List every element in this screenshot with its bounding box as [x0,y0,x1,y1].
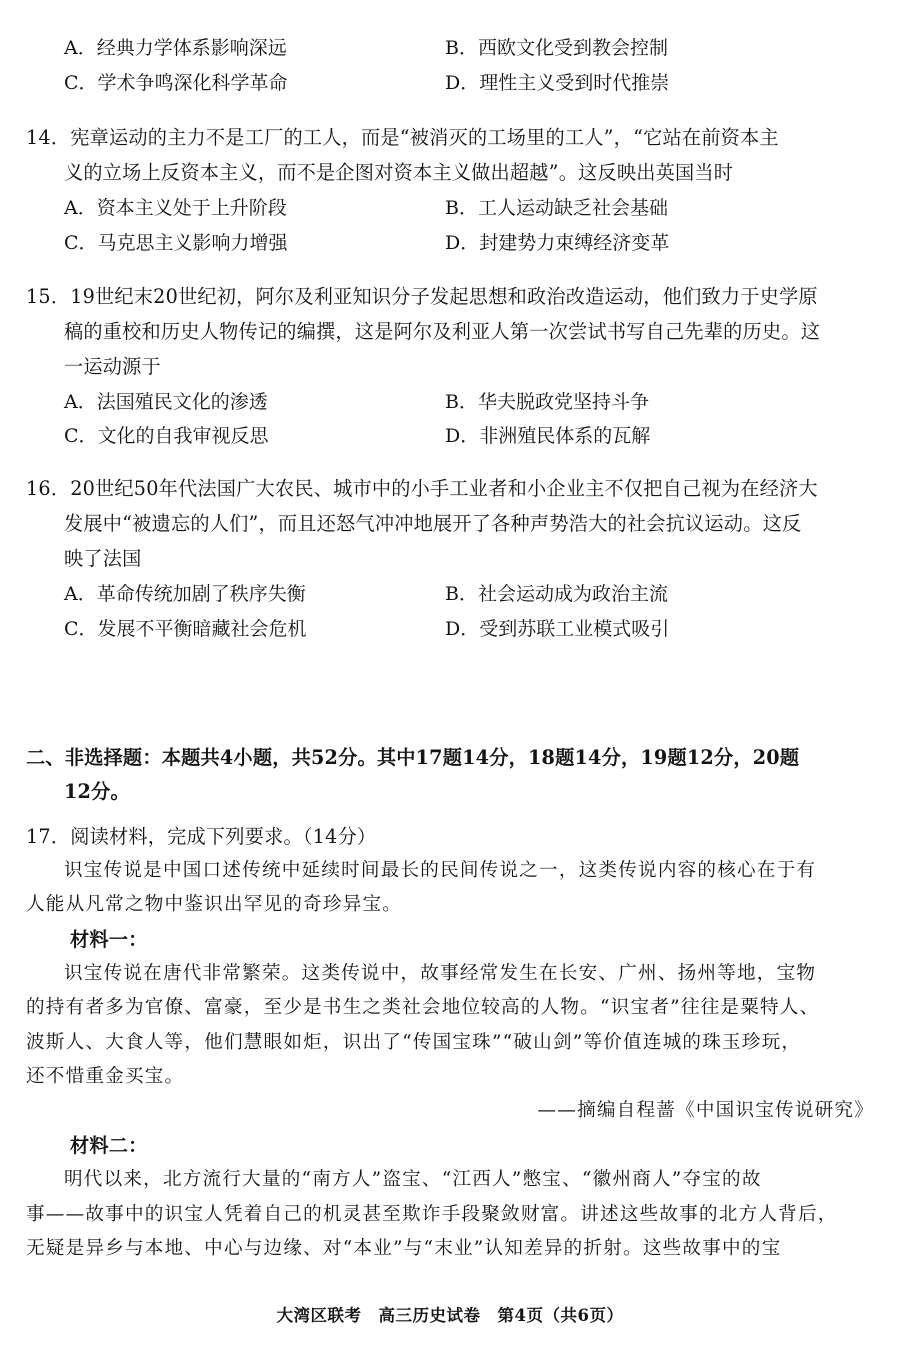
material-1-line-3: 波斯人、大食人等，他们慧眼如炬，识出了“传国宝珠”“破山剑”等价值连城的珠玉珍玩， [26,1032,802,1053]
q15-stem-line-3: 一运动源于 [64,355,161,378]
q14-option-a: A．资本主义处于上升阶段 [64,197,287,219]
material-1-line-2: 的持有者多为官僚、富豪，至少是书生之类社会地位较高的人物。“识宝者”往往是粟特人、 [26,997,820,1018]
material-1-line-1: 识宝传说在唐代非常繁荣。这类传说中，故事经常发生在长安、广州、扬州等地，宝物 [64,963,817,984]
q15-stem-line-2: 稿的重校和历史人物传记的编撰，这是阿尔及利亚人第一次尝试书写自己先辈的历史。这 [64,320,821,343]
q14-stem-line-1: 14．宪章运动的主力不是工厂的工人，而是“被消灭的工场里的工人”，“它站在前资本主 [26,126,779,149]
q13-option-b: B．西欧文化受到教会控制 [445,37,668,59]
q13-option-c: C．学术争鸣深化科学革命 [64,72,288,94]
section-heading-line-2: 12分。 [64,780,130,803]
q13-option-a: A．经典力学体系影响深远 [64,37,287,59]
q16-stem-line-1: 16．20世纪50年代法国广大农民、城市中的小手工业者和小企业主不仅把自己视为在经济大 [26,477,818,500]
section-heading-line-1: 二、非选择题：本题共4小题，共52分。其中17题14分，18题14分，19题12分，20题 [26,746,800,769]
material-2-line-3: 无疑是异乡与本地、中心与边缘、对“本业”与“末业”认知差异的折射。这些故事中的宝 [26,1238,782,1259]
q15-option-c: C．文化的自我审视反思 [64,425,269,447]
q14-stem-line-2: 义的立场上反资本主义，而不是企图对资本主义做出超越”。这反映出英国当时 [64,161,734,184]
q13-option-d: D．理性主义受到时代推崇 [445,72,670,94]
q14-option-b: B．工人运动缺乏社会基础 [445,197,668,219]
q16-stem-line-3: 映了法国 [64,547,142,570]
page-footer: 大湾区联考 高三历史试卷 第4页（共6页） [276,1306,624,1325]
q14-option-d: D．封建势力束缚经济变革 [445,232,670,254]
q17-intro-line-1: 识宝传说是中国口述传统中延续时间最长的民间传说之一，这类传说内容的核心在于有 [64,860,817,881]
material-2-line-2: 事——故事中的识宝人凭着自己的机灵甚至欺诈手段聚敛财富。讲述这些故事的北方人背后， [26,1204,838,1225]
q16-option-c: C．发展不平衡暗藏社会危机 [64,618,307,640]
q15-option-d: D．非洲殖民体系的瓦解 [445,425,651,447]
material-1-line-4: 还不惜重金买宝。 [26,1066,185,1087]
q15-option-b: B．华夫脱政党坚持斗争 [445,391,649,413]
q16-option-b: B．社会运动成为政治主流 [445,583,668,605]
material-2-label: 材料二： [70,1134,148,1157]
q17-intro-line-2: 人能从凡常之物中鉴识出罕见的奇珍异宝。 [26,894,403,915]
material-2-line-1: 明代以来，北方流行大量的“南方人”盗宝、“江西人”憋宝、“徽州商人”夺宝的故 [64,1169,762,1190]
q16-option-d: D．受到苏联工业模式吸引 [445,618,670,640]
q16-stem-line-2: 发展中“被遗忘的人们”，而且还怒气冲冲地展开了各种声势浩大的社会抗议运动。这反 [64,512,802,535]
q15-option-a: A．法国殖民文化的渗透 [64,391,268,413]
q17-prompt: 17．阅读材料，完成下列要求。（14分） [26,825,377,848]
q14-option-c: C．马克思主义影响力增强 [64,232,288,254]
q16-option-a: A．革命传统加剧了秩序失衡 [64,583,306,605]
material-1-source: ——摘编自程蔷《中国识宝传说研究》 [537,1100,874,1121]
q15-stem-line-1: 15．19世纪末20世纪初，阿尔及利亚知识分子发起思想和政治改造运动，他们致力于史学原 [26,285,818,308]
material-1-label: 材料一： [70,928,148,951]
